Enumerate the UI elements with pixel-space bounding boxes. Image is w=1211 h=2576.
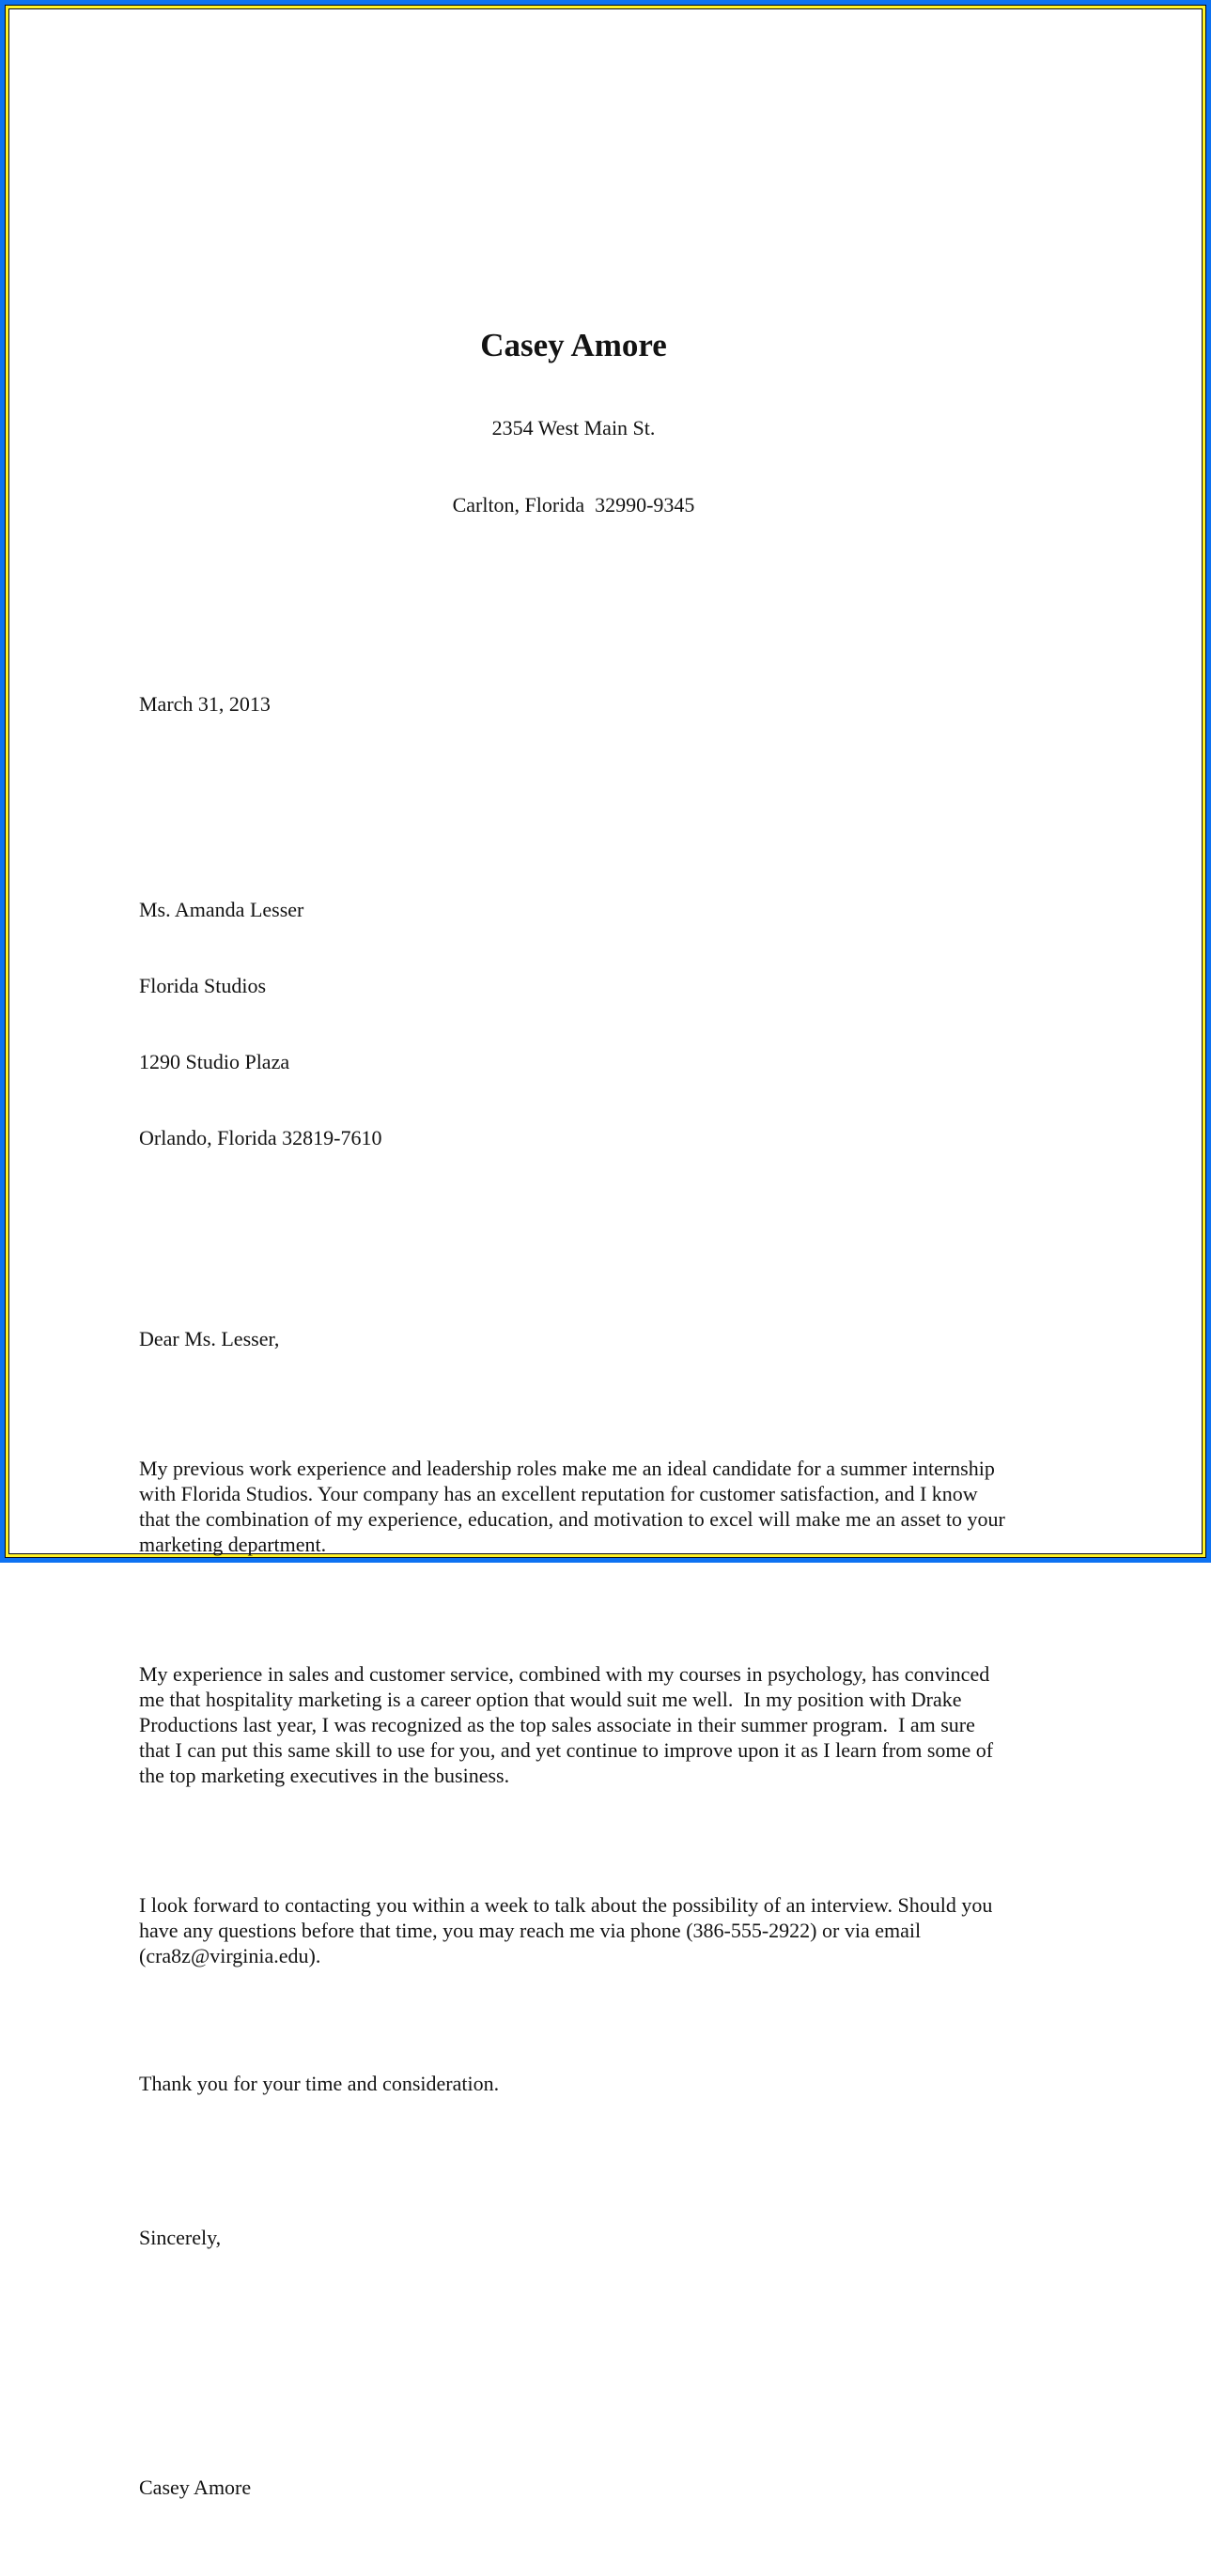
recipient-street: 1290 Studio Plaza [139,1050,290,1073]
letterhead [139,276,1008,569]
signature-name: Casey Amore [139,2476,252,2499]
letter-date: March 31, 2013 [139,692,271,716]
letterhead-city-state-zip: Carlton, Florida 32990-9345 [452,493,695,517]
body-paragraph-2: My experience in sales and customer service, combined with my courses in psychology, has convinced me that hospitality marketing is a career option that would suit me well. In my position with Drake Productions last year, I was recognized as the top sales associate in their summer program. I am sure that I can put this same skill to use for you, and yet continue to improve upon it as I learn from some of the top marketing executives in the business. [139,1662,999,1787]
body-paragraph-3: I look forward to contacting you within a week to talk about the possibility of an interview. Should you have any questions before that time, you may reach me via phone (386-555-2922) or via email (cra8z@virginia.edu). [139,1893,998,1967]
page-border-yellow [6,6,1205,2499]
closing-signoff: Sincerely, [139,2226,222,2249]
recipient-company: Florida Studios [139,974,267,997]
recipient-city-state-zip: Orlando, Florida 32819-7610 [139,1126,382,1149]
salutation: Dear Ms. Lesser, [139,1327,280,1350]
cover-letter-document [9,9,1011,2576]
page-border-thin-line-inner [8,8,1203,2499]
recipient-name: Ms. Amanda Lesser [139,898,304,921]
closing-thanks: Thank you for your time and consideration. [139,2072,500,2095]
page-border-thin-line-outer [5,5,1206,2499]
body-paragraph-1: My previous work experience and leadership roles make me an ideal candidate for a summer internship with Florida Studios. Your company has an excellent reputation for customer satisfaction, and I know that the combination of my experience, education, and motivation to excel will make me an asset to your marketing department. [139,1457,1011,1556]
recipient-address-block [139,846,1008,1201]
letterhead-street: 2354 West Main St. [491,416,656,440]
letterhead-name: Casey Amore [480,327,667,363]
